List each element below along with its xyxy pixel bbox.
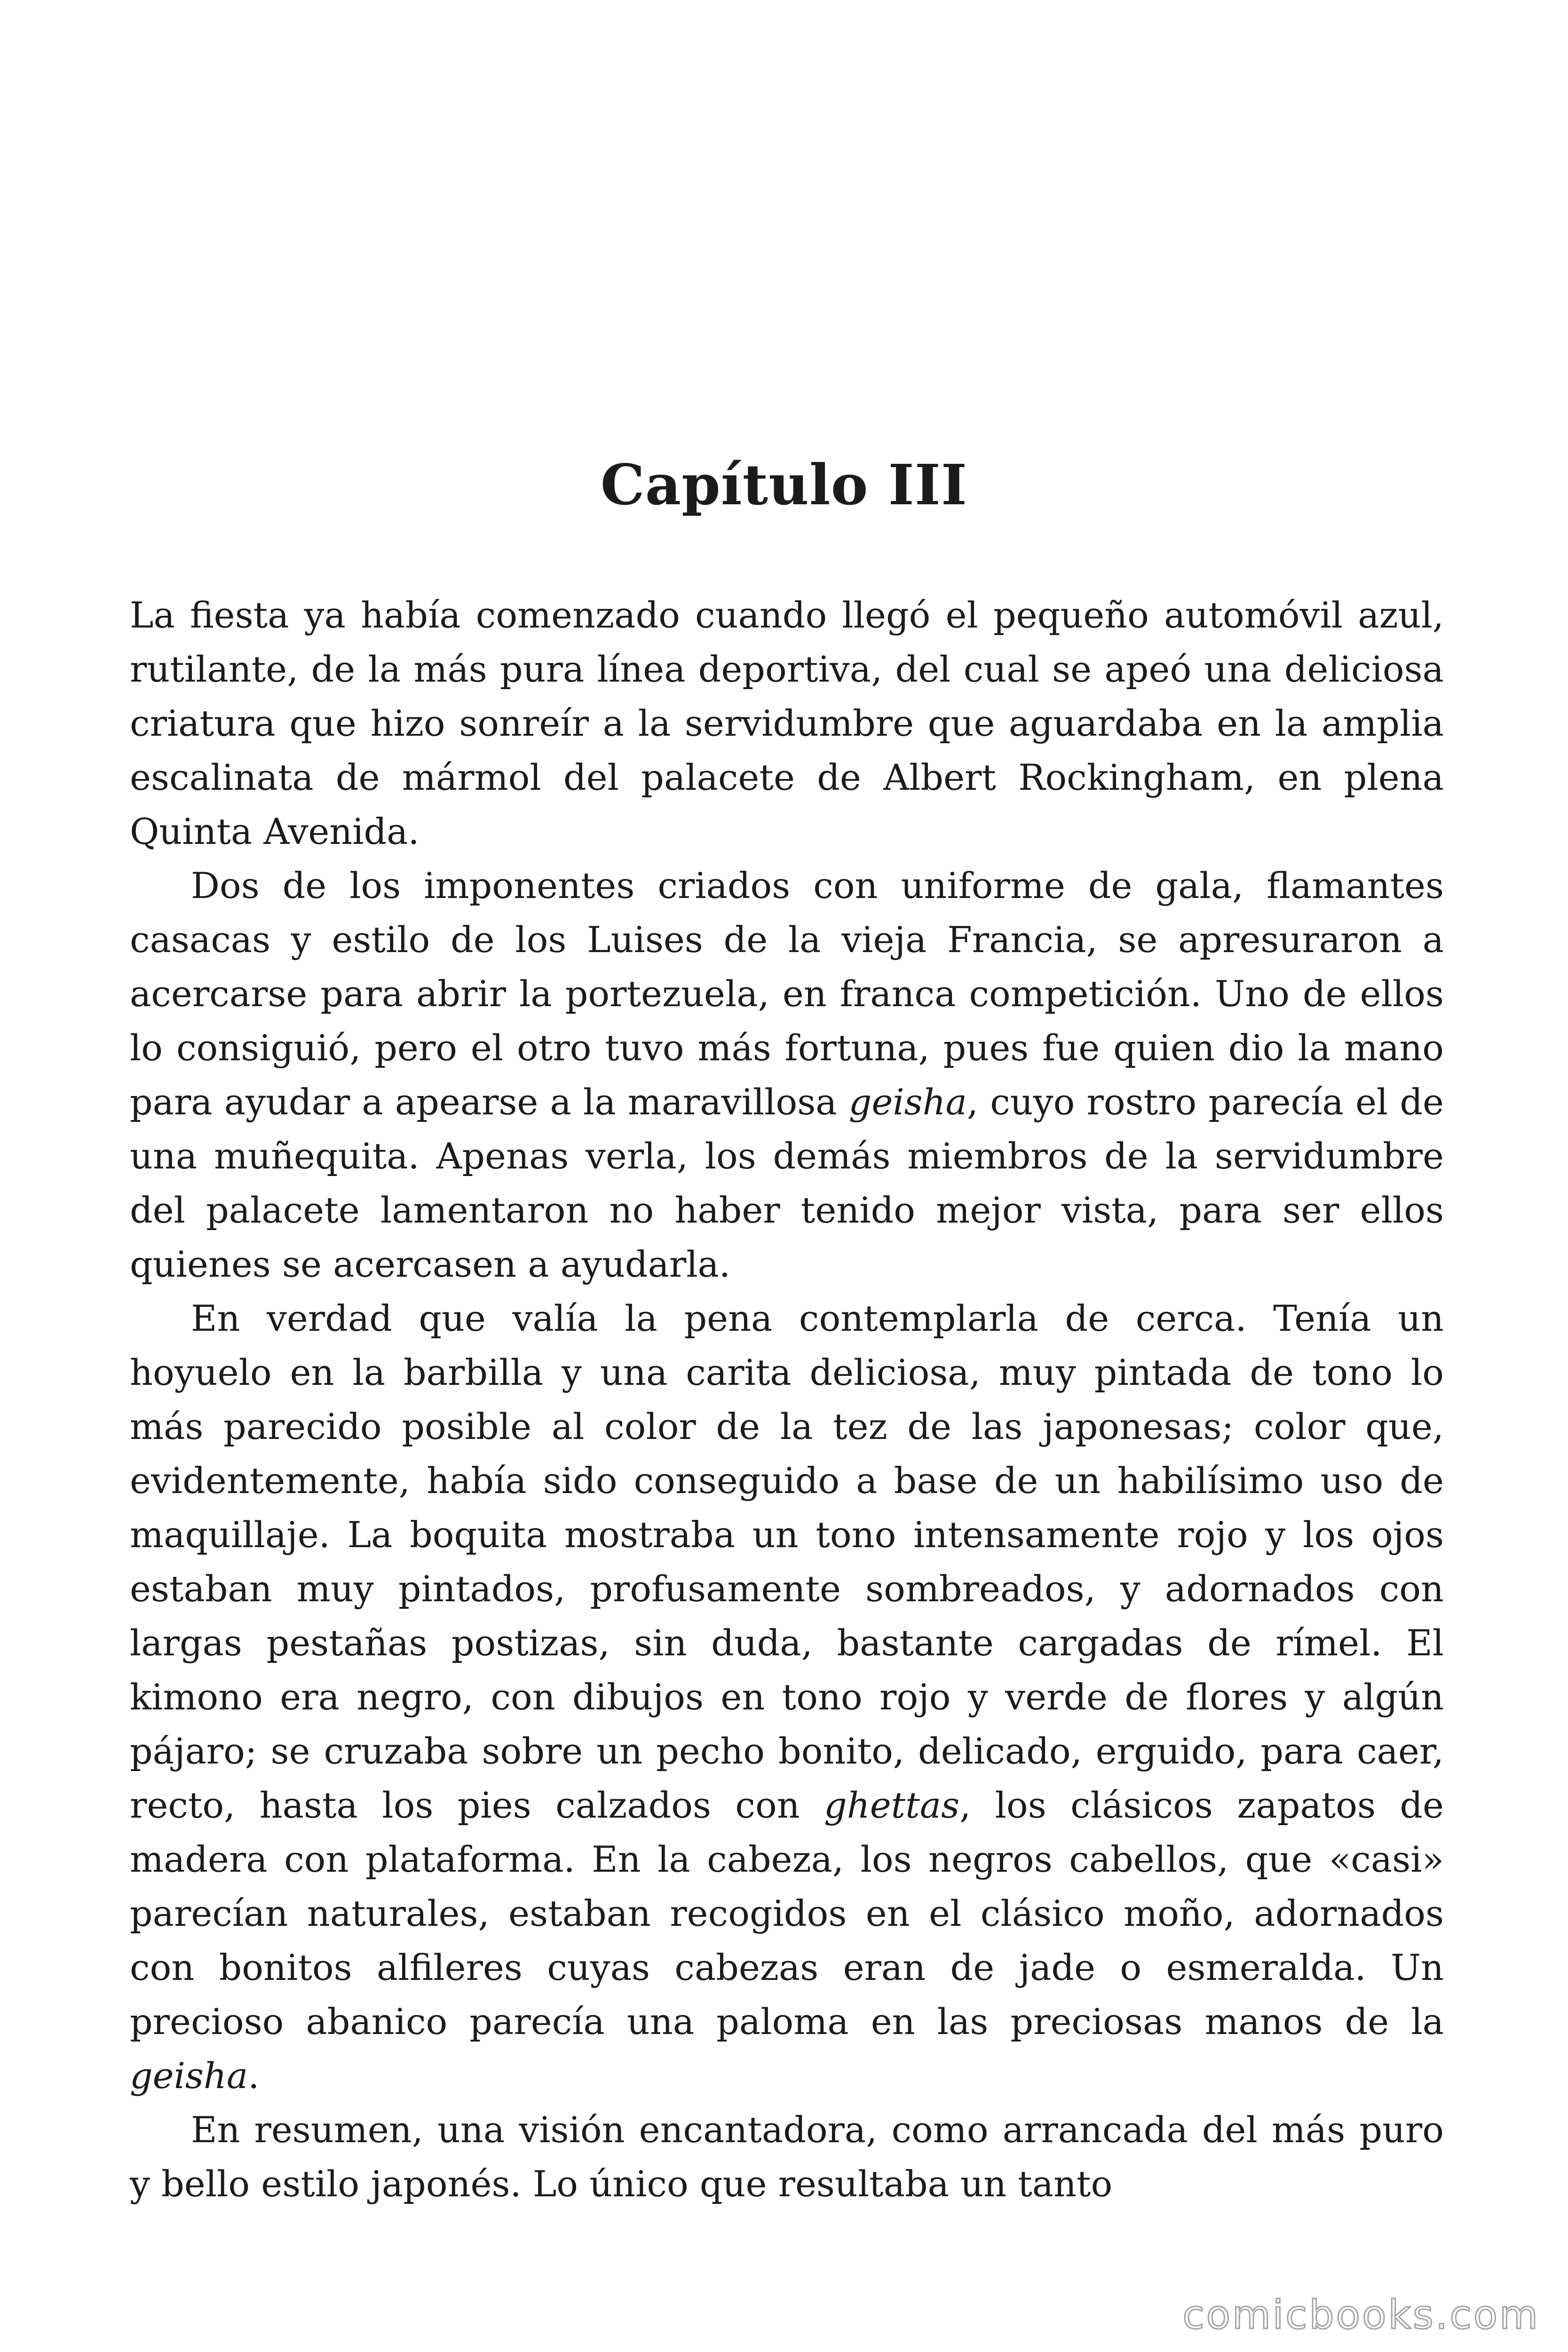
paragraph [130, 588, 1444, 858]
text-segment: En resumen, una visión encantadora, como arrancada del más puro y bello estilo japonés. Lo único que resultaba un tanto [130, 2109, 1444, 2205]
chapter-title: Capítulo III [600, 452, 968, 517]
paragraph [130, 858, 1444, 1291]
paragraph [130, 1291, 1444, 2103]
chapter-body [130, 588, 1444, 2211]
paragraph [130, 2103, 1444, 2211]
text-segment: , los clásicos zapatos de madera con plataforma. En la cabeza, los negros cabellos, que «casi» parecían naturales, estaban recogidos en el clásico moño, adornados con bonitos alfileres cuyas cabezas eran de jade o esmeralda. Un precioso abanico parecía una paloma en las preciosas manos de la [130, 1784, 1444, 2042]
text-segment: La fiesta ya había comenzado cuando llegó el pequeño automóvil azul, rutilante, de la más pura línea deportiva, del cual se apeó una deliciosa criatura que hizo sonreír a la servidumbre que aguardaba en la amplia escalinata de mármol del palacete de Albert Rockingham, en plena Quinta Avenida. [130, 594, 1444, 852]
text-segment: . [248, 2055, 260, 2097]
italic-term: geisha [130, 2055, 248, 2097]
watermark: comicbooks.com [1182, 2292, 1540, 2338]
text-segment: , cuyo rostro parecía el de una muñequita. Apenas verla, los demás miembros de la servidumbre del palacete lamentaron no haber tenido mejor vista, para ser ellos quienes se acercasen a ayudarla. [130, 1081, 1444, 1285]
text-segment: Dos de los imponentes criados con uniforme de gala, flamantes casacas y estilo de los Luises de la vieja Francia, se apresuraron a acercarse para abrir la portezuela, en franca competición. Uno de ellos lo consiguió, pero el otro tuvo más fortuna, pues fue quien dio la mano para ayudar a apearse a la maravillosa [130, 865, 1444, 1123]
italic-term: geisha [848, 1081, 967, 1123]
italic-term: ghettas [824, 1784, 960, 1826]
text-segment: En verdad que valía la pena contemplarla de cerca. Tenía un hoyuelo en la barbilla y una carita deliciosa, muy pintada de tono lo más parecido posible al color de la tez de las japonesas; color que, evidentemente, había sido conseguido a base de un habilísimo uso de maquillaje. La boquita mostraba un tono intensamente rojo y los ojos estaban muy pintados, profusamente sombreados, y adornados con largas pestañas postizas, sin duda, bastante cargadas de rímel. El kimono era negro, con dibujos en tono rojo y verde de flores y algún pájaro; se cruzaba sobre un pecho bonito, delicado, erguido, para caer, recto, hasta los pies calzados con [130, 1297, 1444, 1826]
